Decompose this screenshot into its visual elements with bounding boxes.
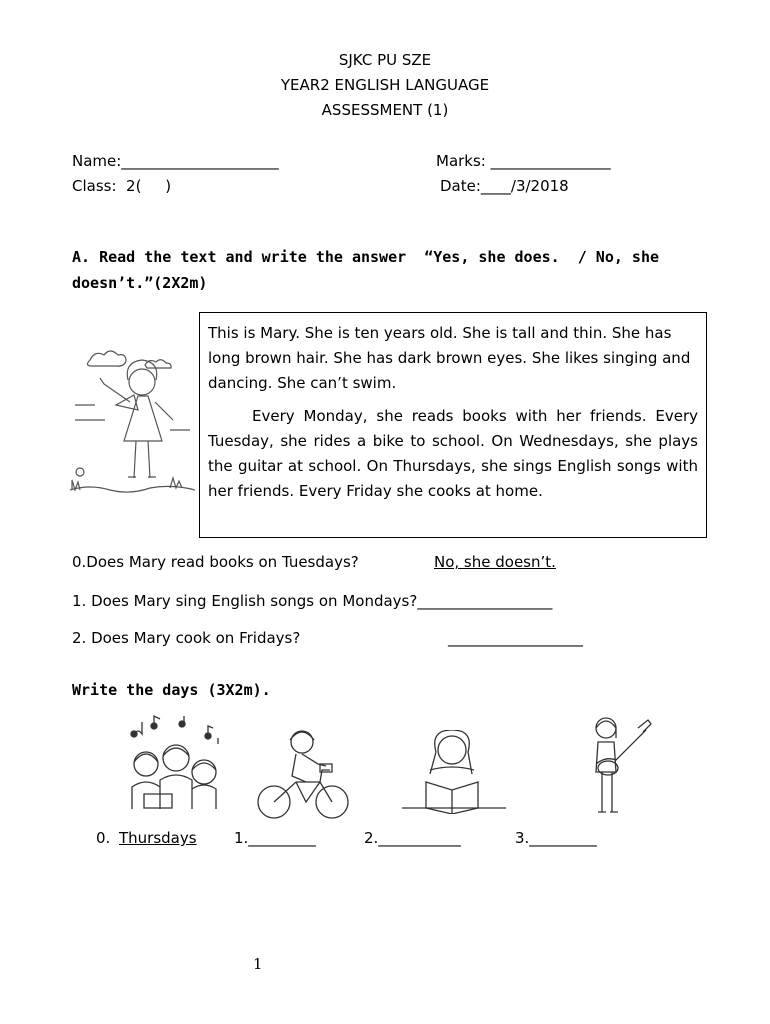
assessment-title: ASSESSMENT (1) — [321, 101, 449, 119]
page-number: 1 — [253, 955, 263, 973]
section-b-instruction: Write the days (3X2m). — [72, 681, 271, 699]
passage-paragraph-2: Every Monday, she reads books with her friends. Every Tuesday, she rides a bike to school. On Wednesdays, she plays the guitar at school. On Thursdays, she sings English songs with her friends. Every Friday she cooks at home. — [208, 407, 698, 500]
section-a-instruction-line1: A. Read the text and write the answer “Yes, she does. / No, she — [72, 248, 659, 266]
subject-title: YEAR2 ENGLISH LANGUAGE — [280, 76, 490, 94]
question-0: 0.Does Mary read books on Tuesdays? — [72, 553, 359, 571]
question-2: 2. Does Mary cook on Fridays? — [72, 629, 301, 647]
bike-riding-picture — [252, 724, 352, 822]
answer-1-blank: 1._________ — [234, 829, 316, 847]
answer-2-blank: 2.___________ — [364, 829, 461, 847]
section-a-instruction-line2: doesn’t.”(2X2m) — [72, 274, 208, 292]
school-name: SJKC PU SZE — [338, 51, 432, 69]
passage-paragraph-1: This is Mary. She is ten years old. She is tall and thin. She has long brown hair. She has dark brown eyes. She likes singing and dancing. She can’t swim. — [208, 324, 691, 392]
answer-3-blank: 3._________ — [515, 829, 597, 847]
singing-children-picture — [124, 714, 224, 814]
name-field: Name:_____________________ — [72, 152, 279, 170]
question-2-blank: __________________ — [448, 629, 583, 647]
reading-girl-picture — [400, 730, 508, 814]
date-field: Date:____/3/2018 — [440, 177, 569, 195]
question-1: 1. Does Mary sing English songs on Mondays?__________________ — [72, 592, 553, 610]
marks-field: Marks: ________________ — [436, 152, 611, 170]
answer-0-prefix: 0. — [96, 829, 116, 847]
guitar-girl-picture — [590, 714, 654, 822]
answer-0: Thursdays — [119, 829, 197, 847]
girl-illustration — [70, 330, 195, 510]
reading-passage — [199, 312, 707, 538]
class-field: Class: 2( ) — [72, 177, 172, 195]
question-0-answer: No, she doesn’t. — [434, 553, 556, 571]
